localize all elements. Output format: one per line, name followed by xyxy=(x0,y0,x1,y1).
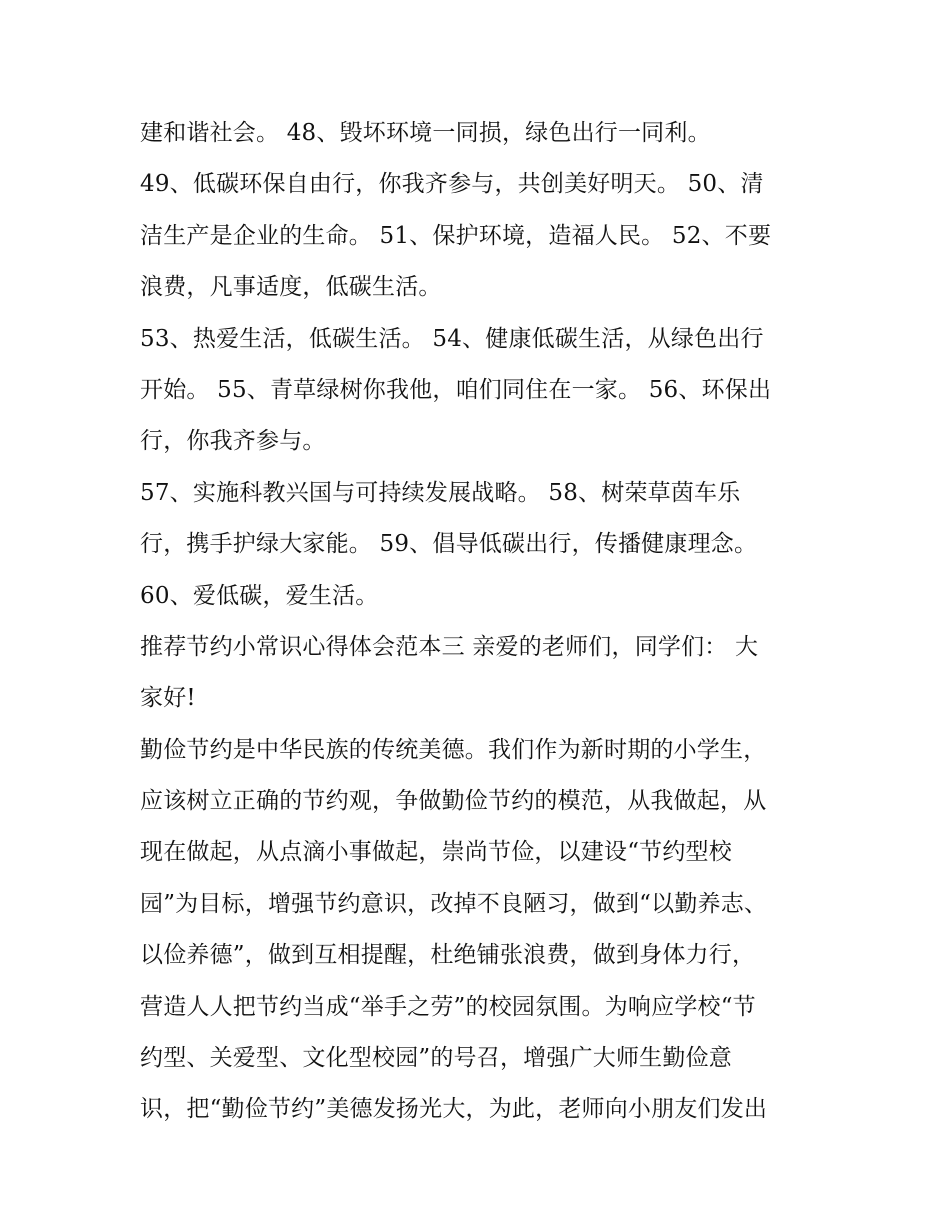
text-line: 49、低碳环保自由行，你我齐参与，共创美好明天。 50、清 xyxy=(140,171,764,198)
text-line: 勤俭节约是中华民族的传统美德。我们作为新时期的小学生， xyxy=(140,736,767,763)
text-line: 53、热爱生活，低碳生活。 54、健康低碳生活，从绿色出行 xyxy=(140,325,764,352)
text-line: 洁生产是企业的生命。 51、保护环境，造福人民。 52、不要 xyxy=(140,222,772,249)
text-line: 60、爱低碳，爱生活。 xyxy=(140,582,379,609)
text-line: 园”为目标，增强节约意识，改掉不良陋习，做到“以勤养志、 xyxy=(140,890,768,917)
text-line: 开始。 55、青草绿树你我他，咱们同住在一家。 56、环保出 xyxy=(140,376,772,403)
text-line: 浪费，凡事适度，低碳生活。 xyxy=(140,274,442,301)
text-line: 行，你我齐参与。 xyxy=(140,428,326,455)
text-line: 识，把“勤俭节约”美德发扬光大，为此，老师向小朋友们发出 xyxy=(140,1096,768,1123)
text-line: 家好! xyxy=(140,685,196,712)
text-line: 应该树立正确的节约观，争做勤俭节约的模范，从我做起，从 xyxy=(140,788,767,815)
text-line: 以俭养德”，做到互相提醒，杜绝铺张浪费，做到身体力行， xyxy=(140,942,756,969)
text-line: 建和谐社会。 48、毁坏环境一同损，绿色出行一同利。 xyxy=(140,120,711,146)
text-line: 营造人人把节约当成“举手之劳”的校园氛围。为响应学校“节 xyxy=(140,993,756,1020)
text-line: 行，携手护绿大家能。 59、倡导低碳出行，传播健康理念。 xyxy=(140,531,758,558)
text-line: 约型、关爱型、文化型校园”的号召，增强广大师生勤俭意 xyxy=(140,1045,732,1072)
text-line: 57、实施科教兴国与可持续发展战略。 58、树荣草茵车乐 xyxy=(140,479,741,506)
text-line: 推荐节约小常识心得体会范本三 亲爱的老师们，同学们： 大 xyxy=(140,633,759,660)
document-body xyxy=(140,108,830,1136)
text-line: 现在做起，从点滴小事做起，崇尚节俭，以建设“节约型校 xyxy=(140,839,732,866)
